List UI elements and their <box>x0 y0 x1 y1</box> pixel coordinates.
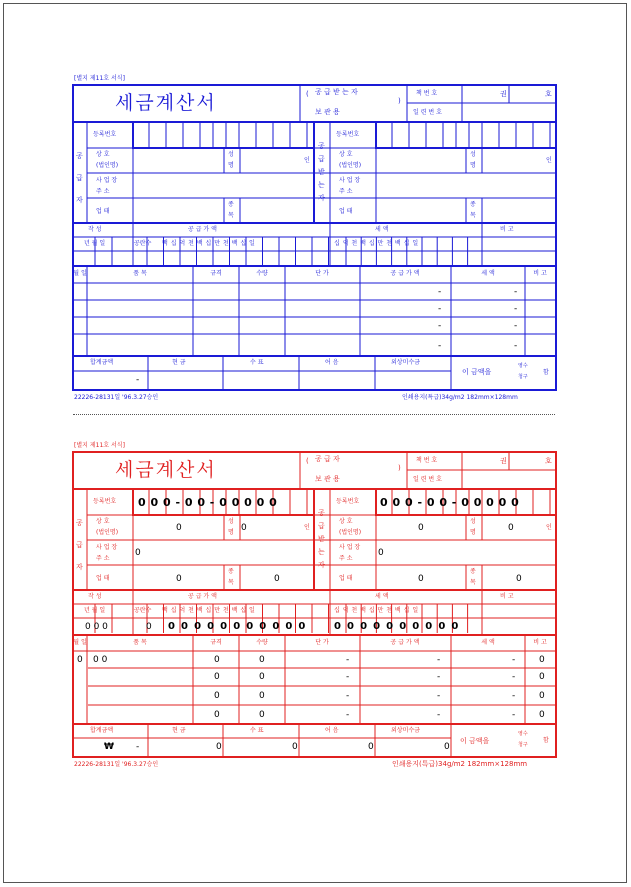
receiver-jong: 종 <box>470 201 476 208</box>
supply-digits: 0 0 0 0 0 0 0 0 0 0 0 <box>168 621 307 632</box>
check-value: 0 <box>292 742 298 752</box>
item-header-5: 공 급 가 액 <box>390 270 420 277</box>
check-label: 수 표 <box>250 359 264 366</box>
item-header-2: 규격 <box>210 639 222 646</box>
blue-row0-dash1: - <box>514 287 518 297</box>
receiver-corp-label: (법인명) <box>339 162 362 169</box>
red-row3-cell0: 0 <box>214 710 220 720</box>
supplier-type-value: 0 <box>176 574 182 584</box>
copy-type-bottom: 보 관 용 <box>315 475 340 483</box>
total-label: 합계금액 <box>90 727 114 734</box>
tax-units: 십 억 천 백 십 만 천 백 십 일 <box>334 607 419 614</box>
credit-label: 외상미수금 <box>391 359 420 366</box>
receiver-seal-mark: 인 <box>546 157 552 164</box>
red-row0-cell1: 0 <box>259 655 265 665</box>
blue-row0-dash0: - <box>438 287 442 297</box>
paren-close: ) <box>398 464 401 472</box>
supplier-jong: 종 <box>228 568 234 575</box>
item-header-3: 수량 <box>256 270 268 277</box>
receiver-item-value: 0 <box>516 574 522 584</box>
item-header-2: 규격 <box>210 270 222 277</box>
check-label: 수 표 <box>250 727 264 734</box>
supply-units: 백 십 억 천 백 십 만 천 백 십 일 <box>162 607 256 614</box>
item-header-6: 세 액 <box>481 639 495 646</box>
blank-count-label: 공란수 <box>134 607 152 614</box>
form-title: 세금계산서 <box>115 92 217 114</box>
form-title: 세금계산서 <box>115 459 217 481</box>
copy-type-top: 공 급 자 <box>315 455 340 463</box>
blue-row2-dash0: - <box>438 321 442 331</box>
serial-no-label: 일 련 번 호 <box>413 476 442 483</box>
receiver-name-value: 0 <box>418 523 424 533</box>
red-row0-cell0: 0 <box>214 655 220 665</box>
red-row1-cell5: 0 <box>539 672 545 682</box>
receipt-top: 영수 <box>518 731 528 737</box>
supplier-seal-mark: 인 <box>304 524 310 531</box>
receiver-rep-value: 0 <box>508 523 514 533</box>
credit-label: 외상미수금 <box>391 727 420 734</box>
note-label: 비 고 <box>500 593 514 600</box>
write-label: 작 성 <box>88 226 102 233</box>
supplier-side-label: 공 급 자 <box>76 519 83 571</box>
supplier-name-value: 0 <box>176 523 182 533</box>
note-label: 비 고 <box>500 226 514 233</box>
receiver-myeong: 명 <box>470 162 476 169</box>
item-header-5: 공 급 가 액 <box>390 639 420 646</box>
tax-amount-label: 세 액 <box>375 593 389 600</box>
blue-row1-dash0: - <box>438 304 442 314</box>
item-header-7: 비 고 <box>533 270 547 277</box>
red-row0-cell3: - <box>437 655 441 665</box>
footer-approval: 22226-28131일 '96.3.27승인 <box>74 761 159 768</box>
red-row3-cell5: 0 <box>539 710 545 720</box>
receipt-top: 영수 <box>518 363 528 369</box>
receiver-reg-label: 등록번호 <box>336 131 360 138</box>
supplier-reg-number: 0 0 0 - 0 0 - 0 0 0 0 0 <box>138 496 278 509</box>
red-row2-cell5: 0 <box>539 691 545 701</box>
first-row-item: 0 0 <box>93 655 108 665</box>
date-columns: 년 월 일 <box>84 607 106 614</box>
cash-label: 현 금 <box>172 727 186 734</box>
receiver-myeong: 명 <box>470 529 476 536</box>
receiver-seal-mark: 인 <box>546 524 552 531</box>
supplier-addr-label2: 주 소 <box>96 188 110 195</box>
form-number: [별지 제11호 서식] <box>74 75 125 82</box>
supplier-type-label: 업 태 <box>96 208 110 215</box>
red-row2-cell4: - <box>512 691 516 701</box>
red-row2-cell3: - <box>437 691 441 701</box>
item-header-6: 세 액 <box>481 270 495 277</box>
supplier-seong: 성 <box>228 151 234 158</box>
item-header-0: 월 일 <box>73 270 87 277</box>
receiver-reg-label: 등록번호 <box>336 498 360 505</box>
book-no-label: 책 번 호 <box>416 90 438 97</box>
receiver-mok: 목 <box>470 212 476 219</box>
form-number: [별지 제11호 서식] <box>74 442 125 449</box>
red-row0-cell2: - <box>346 655 350 665</box>
blue-row2-dash1: - <box>514 321 518 331</box>
cash-label: 현 금 <box>172 359 186 366</box>
red-row1-cell2: - <box>346 672 350 682</box>
receiver-type-value: 0 <box>418 574 424 584</box>
total-label: 합계금액 <box>90 359 114 366</box>
supply-amount-label: 공 급 가 액 <box>188 593 217 600</box>
red-row3-cell1: 0 <box>259 710 265 720</box>
supplier-addr-label1: 사 업 장 <box>96 544 118 551</box>
supplier-seong: 성 <box>228 518 234 525</box>
supplier-item-value: 0 <box>274 574 280 584</box>
total-dash: - <box>136 742 140 752</box>
red-row1-cell3: - <box>437 672 441 682</box>
receipt-bottom: 청구 <box>518 374 528 380</box>
item-header-3: 수량 <box>256 639 268 646</box>
first-row-date: 0 <box>77 655 83 665</box>
tax-amount-label: 세 액 <box>375 226 389 233</box>
book-no-label: 책 번 호 <box>416 457 438 464</box>
gwon-label: 권 <box>500 90 507 98</box>
receiver-addr-label2: 주 소 <box>339 188 353 195</box>
red-row3-cell3: - <box>437 710 441 720</box>
copy-type-top: 공 급 받 는 자 <box>315 88 358 96</box>
receiver-sangho-label: 상 호 <box>339 518 353 525</box>
red-row0-cell5: 0 <box>539 655 545 665</box>
total-dash: - <box>136 375 140 385</box>
item-header-7: 비 고 <box>533 639 547 646</box>
receiver-addr-label1: 사 업 장 <box>339 177 361 184</box>
supplier-myeong: 명 <box>228 529 234 536</box>
supplier-myeong: 명 <box>228 162 234 169</box>
date-columns: 년 월 일 <box>84 240 106 247</box>
item-header-1: 품 목 <box>133 639 147 646</box>
blue-row3-dash1: - <box>514 341 518 351</box>
ham-label: 함 <box>543 369 549 376</box>
red-row1-cell4: - <box>512 672 516 682</box>
red-row3-cell4: - <box>512 710 516 720</box>
receiver-type-label: 업 태 <box>339 575 353 582</box>
footer-paper: 인쇄용지(특급)34g/m2 182mm×128mm <box>392 760 528 768</box>
supplier-sangho-label: 상 호 <box>96 151 110 158</box>
receipt-bottom: 청구 <box>518 742 528 748</box>
serial-no-label: 일 련 번 호 <box>413 109 442 116</box>
receiver-corp-label: (법인명) <box>339 529 362 536</box>
receiver-type-label: 업 태 <box>339 208 353 215</box>
paren-open: ( <box>306 90 309 98</box>
receiver-reg-number: 0 0 0 - 0 0 - 0 0 0 0 0 <box>380 496 520 509</box>
red-row1-cell1: 0 <box>259 672 265 682</box>
item-header-1: 품 목 <box>133 270 147 277</box>
supplier-sangho-label: 상 호 <box>96 518 110 525</box>
supplier-reg-label: 등록번호 <box>93 498 117 505</box>
supply-amount-label: 공 급 가 액 <box>188 226 217 233</box>
supplier-side-label: 공 급 자 <box>76 152 83 204</box>
item-header-0: 월 일 <box>73 639 87 646</box>
item-header-4: 단 가 <box>315 639 329 646</box>
date-value: 0 0 0 <box>85 622 108 632</box>
ham-label: 함 <box>543 737 549 744</box>
gwon-label: 권 <box>500 457 507 465</box>
tax-units: 십 억 천 백 십 만 천 백 십 일 <box>334 240 419 247</box>
red-row2-cell0: 0 <box>214 691 220 701</box>
credit-value: 0 <box>444 742 450 752</box>
supplier-addr-value: 0 <box>135 548 141 558</box>
bill-label: 어 음 <box>325 359 339 366</box>
paren-open: ( <box>306 457 309 465</box>
ho-label: 호 <box>545 90 552 98</box>
ho-label: 호 <box>545 457 552 465</box>
receiver-jong: 종 <box>470 568 476 575</box>
currency-symbol: ₩ <box>104 742 114 752</box>
red-row3-cell2: - <box>346 710 350 720</box>
receiver-mok: 목 <box>470 579 476 586</box>
supplier-type-label: 업 태 <box>96 575 110 582</box>
supplier-addr-label2: 주 소 <box>96 555 110 562</box>
footer-paper: 인쇄용지(특급)34g/m2 182mm×128mm <box>402 394 518 401</box>
supply-units: 백 십 억 천 백 십 만 천 백 십 일 <box>162 240 256 247</box>
item-header-4: 단 가 <box>315 270 329 277</box>
red-row2-cell1: 0 <box>259 691 265 701</box>
supplier-corp-label: (법인명) <box>96 162 119 169</box>
this-amount-label: 이 금액을 <box>462 368 492 376</box>
red-row2-cell2: - <box>346 691 350 701</box>
bill-value: 0 <box>368 742 374 752</box>
blank-count-value: 0 <box>146 622 152 632</box>
receiver-addr-label1: 사 업 장 <box>339 544 361 551</box>
this-amount-label: 이 금액을 <box>460 737 490 745</box>
paren-close: ) <box>398 97 401 105</box>
supplier-jong: 종 <box>228 201 234 208</box>
copy-type-bottom: 보 관 용 <box>315 108 340 116</box>
receiver-addr-label2: 주 소 <box>339 555 353 562</box>
supplier-reg-label: 등록번호 <box>93 131 117 138</box>
supplier-mok: 목 <box>228 212 234 219</box>
blue-row1-dash1: - <box>514 304 518 314</box>
supplier-corp-label: (법인명) <box>96 529 119 536</box>
red-row0-cell4: - <box>512 655 516 665</box>
bill-label: 어 음 <box>325 727 339 734</box>
receiver-seong: 성 <box>470 151 476 158</box>
supplier-rep-value: 0 <box>241 523 247 533</box>
blue-row3-dash0: - <box>438 341 442 351</box>
receiver-addr-value: 0 <box>378 548 384 558</box>
receiver-seong: 성 <box>470 518 476 525</box>
write-label: 작 성 <box>88 593 102 600</box>
supplier-addr-label1: 사 업 장 <box>96 177 118 184</box>
supplier-mok: 목 <box>228 579 234 586</box>
receiver-side-label: 공급받는자 <box>318 142 325 202</box>
footer-approval: 22226-28131일 '96.3.27승인 <box>74 394 159 401</box>
tax-digits: 0 0 0 0 0 0 0 0 0 0 <box>334 621 460 632</box>
red-row1-cell0: 0 <box>214 672 220 682</box>
supplier-seal-mark: 인 <box>304 157 310 164</box>
receiver-sangho-label: 상 호 <box>339 151 353 158</box>
blank-count-label: 공란수 <box>134 240 152 247</box>
receiver-side-label: 공급받는자 <box>318 509 325 569</box>
cash-value: 0 <box>216 742 222 752</box>
